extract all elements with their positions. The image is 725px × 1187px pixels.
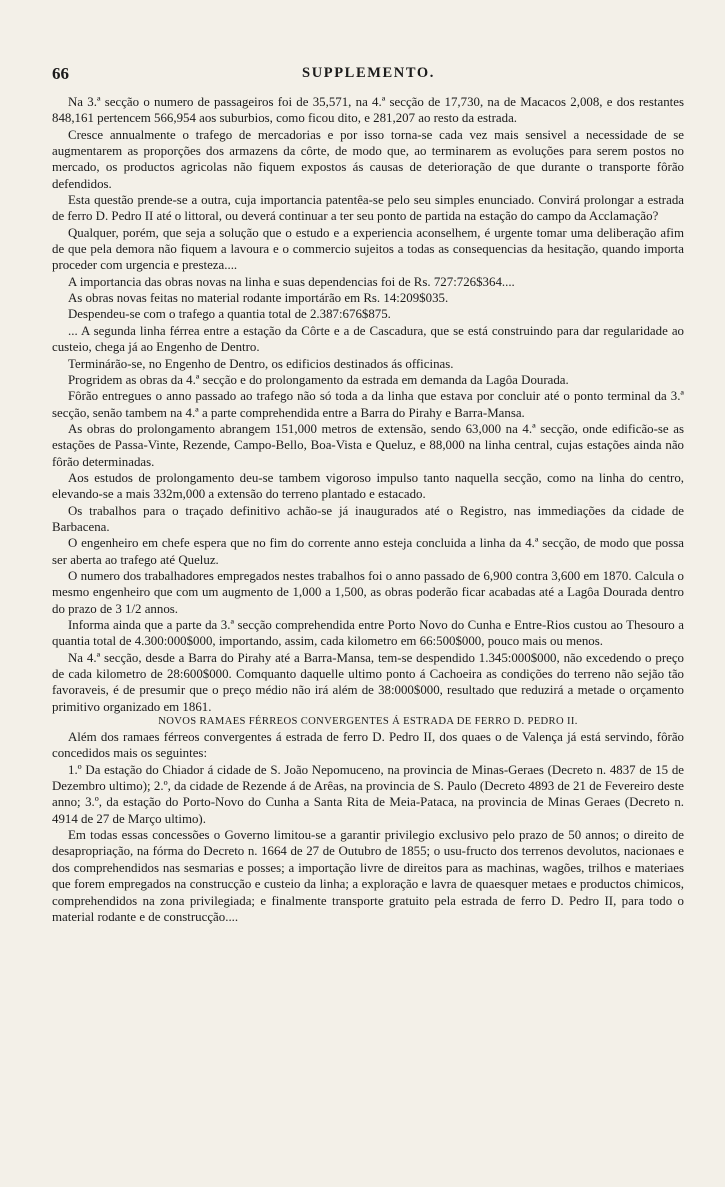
paragraph: Os trabalhos para o traçado definitivo achão-se já inaugurados até o Registro, nas immediações da cidade de Barbacena.: [52, 503, 684, 534]
paragraph: 1.º Da estação do Chiador á cidade de S. João Nepomuceno, na provincia de Minas-Geraes (Decreto n. 4837 de 15 de Dezembro ultimo); 2.º, da cidade de Rezende á de Arêas, na provincia de S. Paulo (Decreto 4893 de 21 de Fevereiro deste anno; 3.º, da estação do Porto-Novo do Cunha a Santa Rita de Meia-Pataca, na provincia de Minas Geraes (Decreto n. 4914 de 27 de Março ultimo).: [52, 762, 684, 826]
paragraph: As obras novas feitas no material rodante importárão em Rs. 14:209$035.: [68, 291, 449, 306]
paragraph: Aos estudos de prolongamento deu-se tambem vigoroso impulso tanto naquella secção, como na linha do centro, elevando-se a mais 332m,000 a extensão do terreno plantado e estacado.: [52, 470, 684, 502]
paragraph: Esta questão prende-se a outra, cuja importancia patentêa-se pelo seu simples enunciado. Convirá prolongar a estrada de ferro D. Pedro II até o littoral, ou deverá continuar a ter seu ponto de partida na estação do campo da Acclamação?: [52, 193, 684, 224]
paragraph: Informa ainda que a parte da 3.ª secção comprehendida entre Porto Novo do Cunha e Entre-Rios custou ao Thesouro a quantia total de 4.300:000$000, importando, assim, cada kilometro em 66:500$000, pouco mais ou menos.: [52, 618, 684, 649]
paragraph: Despendeu-se com o trafego a quantia total de 2.387:676$875.: [68, 307, 391, 322]
paragraph: Além dos ramaes férreos convergentes á estrada de ferro D. Pedro II, dos quaes o de Valença já está servindo, fôrão concedidos mais os seguintes:: [52, 730, 684, 761]
paragraph: As obras do prolongamento abrangem 151,000 metros de extensão, sendo 63,000 na 4.ª secção, onde edificão-se as estações de Passa-Vinte, Rezende, Campo-Bello, Boa-Vista e Queluz, e 88,000 na linha central, cujas estações ainda não fôrão determinadas.: [52, 421, 684, 469]
page-number: 66: [52, 64, 69, 83]
page-header: [52, 64, 685, 86]
paragraph: O engenheiro em chefe espera que no fim do corrente anno esteja concluida a linha da 4.ª secção, de modo que possa ser aberta ao trafego até Queluz.: [52, 536, 684, 567]
body-text: [52, 94, 684, 925]
paragraph: Na 3.ª secção o numero de passageiros foi de 35,571, na 4.ª secção de 17,730, na de Macacos 2,008, e dos restantes 848,161 pertencem 566,954 aos suburbios, como ficou dito, e 281,207 ao resto da estrada.: [52, 95, 684, 126]
paragraph: Progridem as obras da 4.ª secção e do prolongamento da estrada em demanda da Lagôa Dourada.: [68, 372, 569, 387]
paragraph: O numero dos trabalhadores empregados nestes trabalhos foi o anno passado de 6,900 contra 3,600 em 1870. Calcula o mesmo engenheiro que com um augmento de 1,000 a 1,500, as obras poderão ficar acabadas até a Lagôa Dourada dentro do prazo de 3 1/2 annos.: [52, 568, 684, 616]
section-heading: NOVOS RAMAES FÉRREOS CONVERGENTES Á ESTRADA DE FERRO D. PEDRO II.: [158, 716, 578, 728]
paragraph: ... A segunda linha férrea entre a estação da Côrte e a de Cascadura, que se está construindo para dar regularidade ao custeio, chega já ao Engenho de Dentro.: [52, 323, 684, 355]
running-title: SUPPLEMENTO.: [302, 65, 435, 81]
paragraph: Na 4.ª secção, desde a Barra do Pirahy até a Barra-Mansa, tem-se despendido 1.345:000$000, não excedendo o preço de cada kilometro de 28:600$000. Comquanto daquelle ultimo ponto á Cachoeira as condições do terreno não sejão tão favoraveis, é de presumir que o preço médio não irá além de 38:000$000, resultado que reduzirá a metade o orçamento primitivo organizado em 1861.: [52, 650, 684, 714]
paragraph: Fôrão entregues o anno passado ao trafego não só toda a da linha que estava por concluir até o ponto terminal da 3.ª secção, senão tambem na 4.ª a parte comprehendida entre a Barra do Pirahy e Barra-Mansa.: [52, 389, 684, 420]
paragraph: Terminárão-se, no Engenho de Dentro, os edificios destinados ás officinas.: [68, 356, 454, 371]
paragraph: Em todas essas concessões o Governo limitou-se a garantir privilegio exclusivo pelo prazo de 50 annos; o direito de desapropriação, na fórma do Decreto n. 1664 de 27 de Outubro de 1855; o usu-fructo dos terrenos devolutos, nacionaes e dos comprehendidos nas sesmarias e posses; a importação livre de direitos para as machinas, wagões, trilhos e materiaes que forem empregados na construcção e custeio da linha; a exploração e lavra de quaesquer metaes e productos chimicos, comprehendidos na zona privilegiada; e finalmente transporte gratuito pela estrada de ferro D. Pedro II, para todo o material rodante e de construcção....: [52, 828, 684, 924]
paragraph: Cresce annualmente o trafego de mercadorias e por isso torna-se cada vez mais sensivel a necessidade de se augmentarem as proporções dos armazens da côrte, de modo que, ao terminarem as evoluções para serem postos no mercado, os productos agricolas não fiquem expostos ás causas de deterioração de que durante o transporte fôrão defendidos.: [52, 127, 684, 191]
paragraph: Qualquer, porém, que seja a solução que o estudo e a experiencia aconselhem, é urgente tomar uma deliberação afim de que pela demora não fiquem a lavoura e o commercio sujeitos a todas as consequencias da hesitação, quando importa proceder com urgencia e presteza....: [52, 225, 684, 273]
paragraph: A importancia das obras novas na linha e suas dependencias foi de Rs. 727:726$364....: [68, 274, 515, 289]
